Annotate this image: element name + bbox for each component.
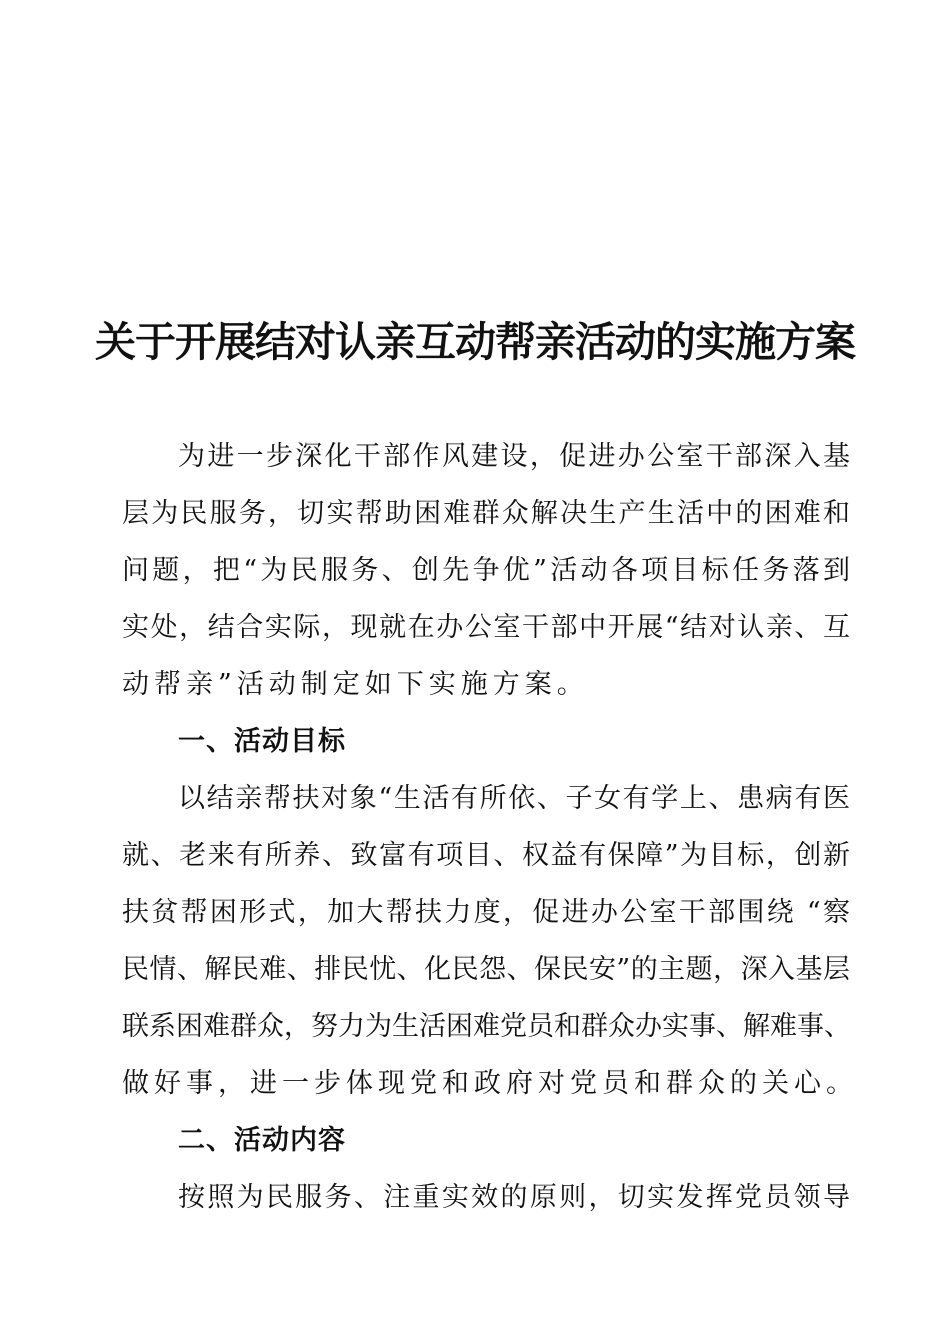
- paragraph-line: 层为民服务，切实帮助困难群众解决生产生活中的困难和: [122, 498, 850, 529]
- paragraph-line: 扶贫帮困形式，加大帮扶力度，促进办公室干部围绕 “察: [122, 897, 850, 928]
- paragraph-line: 就、老来有所养、致富有项目、权益有保障”为目标，创新: [122, 840, 850, 871]
- section-heading-goals: 一、活动目标: [178, 726, 346, 757]
- paragraph-line: 以结亲帮扶对象“生活有所依、子女有学上、患病有医: [178, 783, 850, 814]
- paragraph-line: 实处，结合实际，现就在办公室干部中开展“结对认亲、互: [122, 612, 850, 643]
- paragraph-line: 为进一步深化干部作风建设，促进办公室干部深入基: [178, 441, 850, 472]
- paragraph-line: 联系困难群众，努力为生活困难党员和群众办实事、解难事、: [122, 1011, 851, 1042]
- document-title: 关于开展结对认亲互动帮亲活动的实施方案: [95, 318, 855, 366]
- paragraph-line: 民情、解民难、排民忧、化民怨、保民安”的主题，深入基层: [122, 954, 850, 985]
- paragraph-line: 动帮亲”活动制定如下实施方案。: [122, 669, 589, 700]
- paragraph-line: 做好事，进一步体现党和政府对党员和群众的关心。: [122, 1068, 858, 1099]
- paragraph-line: 问题，把“为民服务、创先争优”活动各项目标任务落到: [122, 555, 850, 586]
- paragraph-line: 按照为民服务、注重实效的原则，切实发挥党员领导: [178, 1182, 850, 1213]
- section-heading-content: 二、活动内容: [178, 1125, 346, 1156]
